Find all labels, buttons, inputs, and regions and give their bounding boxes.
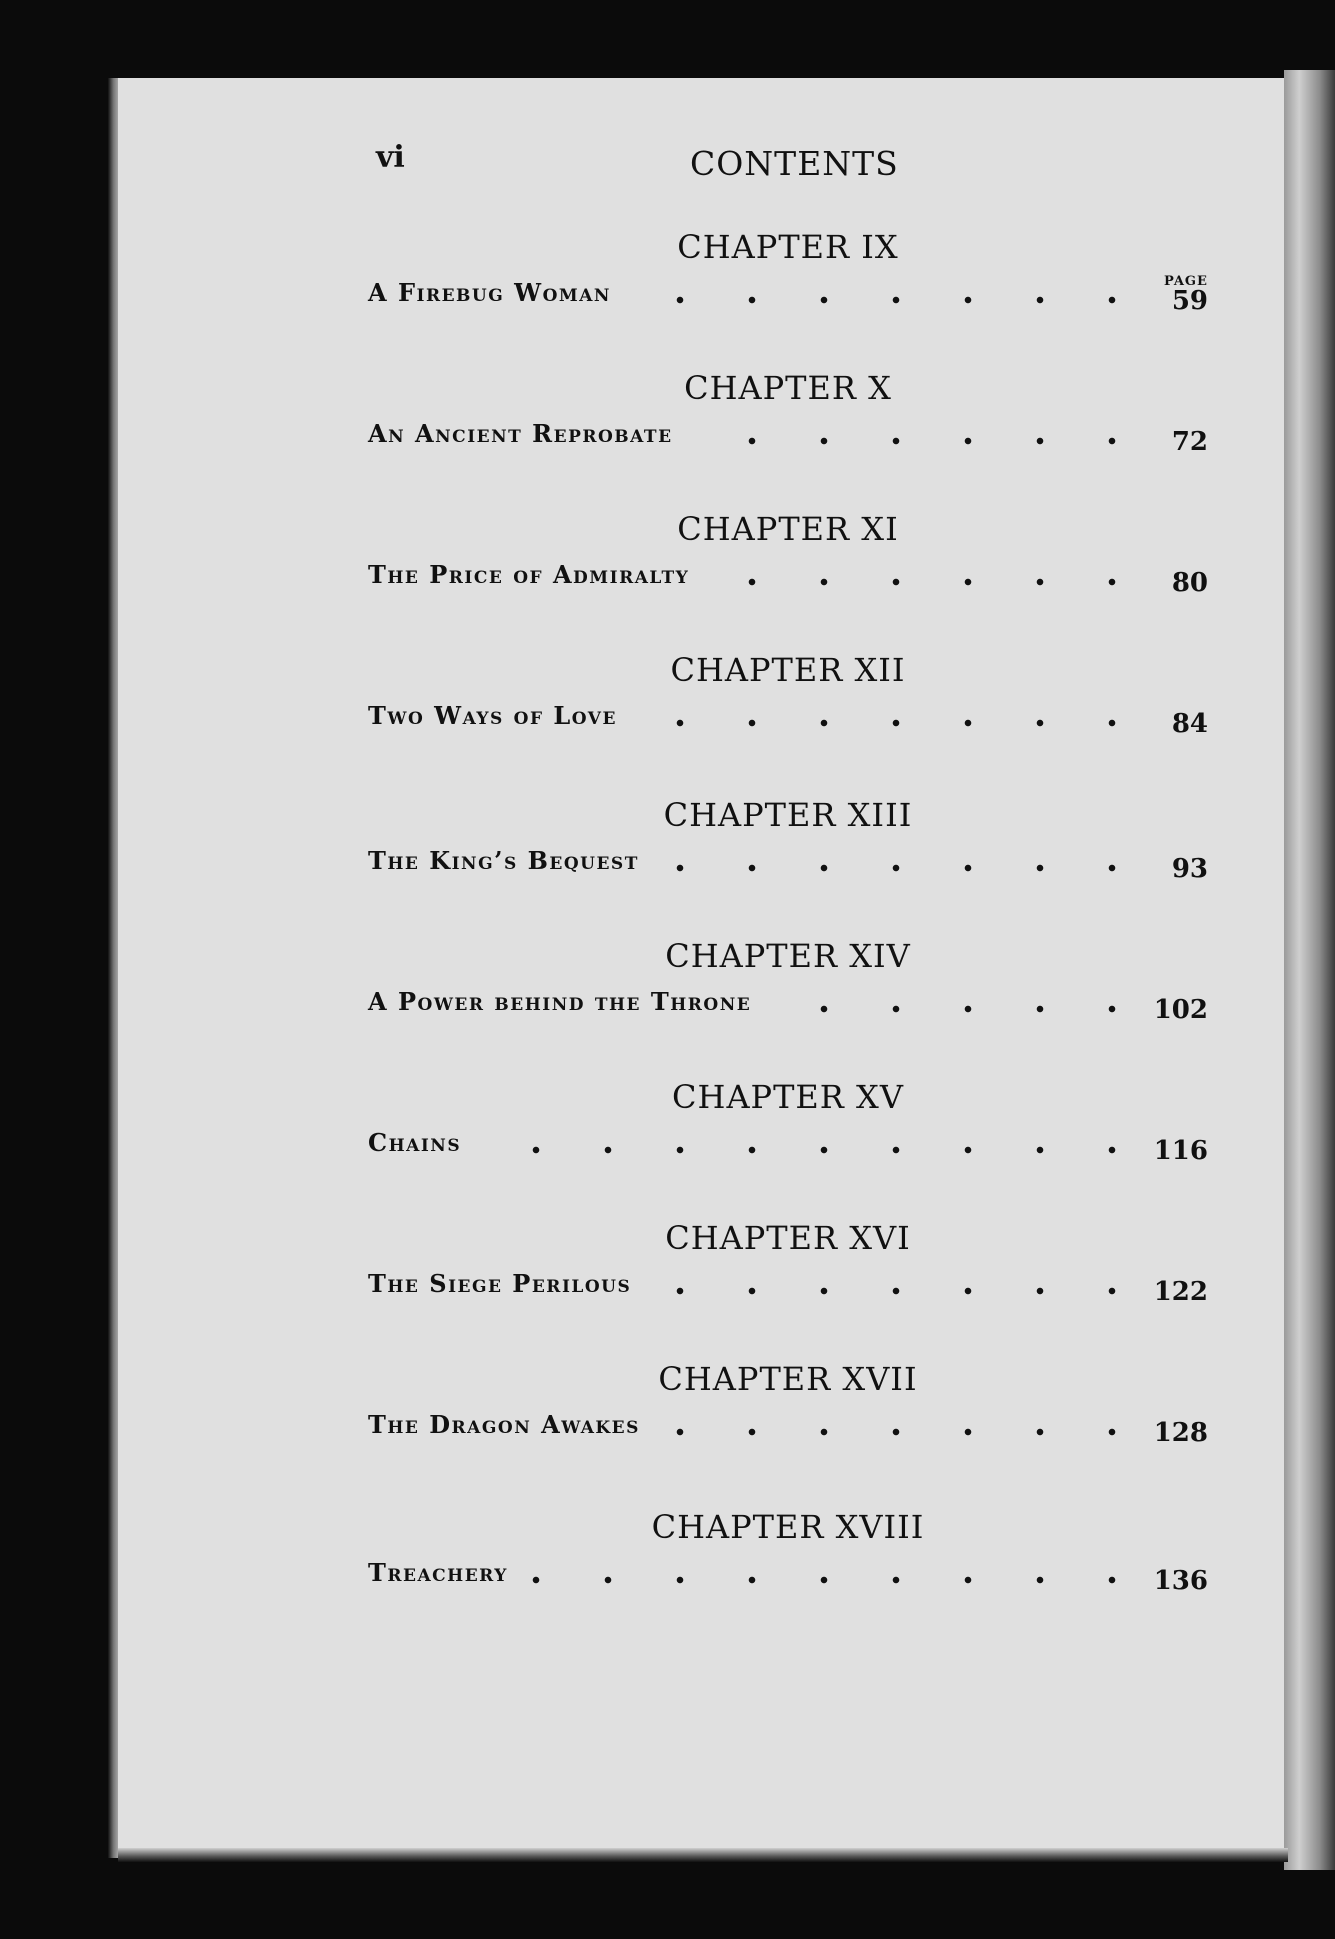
toc-entry — [368, 1219, 1208, 1329]
chapter-title: The Price of Admiralty — [368, 560, 690, 589]
toc-line — [368, 1128, 1208, 1168]
chapter-heading: CHAPTER XVII — [658, 1360, 918, 1398]
chapter-title: A Firebug Woman — [368, 278, 611, 307]
toc-entry — [368, 369, 1208, 479]
page-edge-bottom — [118, 1848, 1288, 1862]
chapter-heading: CHAPTER XVI — [665, 1219, 911, 1257]
dot-leader — [485, 1144, 1148, 1156]
page-number: 59 — [1171, 286, 1208, 316]
page-number: 72 — [1171, 427, 1208, 457]
chapter-heading: CHAPTER XIII — [663, 796, 913, 834]
page-folio: vi — [376, 140, 405, 175]
page-number: 80 — [1171, 568, 1208, 598]
chapter-title: The Siege Perilous — [368, 1269, 632, 1298]
dot-leader — [532, 1574, 1148, 1586]
toc-entry — [368, 796, 1208, 906]
chapter-heading: CHAPTER IX — [677, 228, 899, 266]
toc-line — [368, 1558, 1208, 1598]
chapter-title: The Dragon Awakes — [368, 1410, 640, 1439]
toc-line — [368, 560, 1208, 600]
page-number: 136 — [1153, 1566, 1208, 1596]
toc-line — [368, 1269, 1208, 1309]
page-edge-right — [1284, 70, 1335, 1870]
toc-line — [368, 846, 1208, 886]
running-title: CONTENTS — [690, 144, 899, 183]
dot-leader — [663, 862, 1148, 874]
page-header — [0, 140, 1335, 190]
toc-entry — [368, 651, 1208, 761]
toc-entry — [368, 228, 1208, 338]
dot-leader — [635, 294, 1148, 306]
toc-line — [368, 278, 1208, 318]
dot-leader — [664, 1426, 1148, 1438]
chapter-title: The King’s Bequest — [368, 846, 639, 875]
page-number: 84 — [1171, 709, 1208, 739]
chapter-heading: CHAPTER XIV — [665, 937, 911, 975]
chapter-heading: CHAPTER X — [684, 369, 892, 407]
page-number: 128 — [1153, 1418, 1208, 1448]
page-column-label: PAGE — [1164, 274, 1208, 289]
chapter-heading: CHAPTER XI — [677, 510, 899, 548]
chapter-heading: CHAPTER XV — [672, 1078, 904, 1116]
toc-entry — [368, 1508, 1208, 1618]
chapter-heading: CHAPTER XVIII — [651, 1508, 925, 1546]
page-number: 116 — [1153, 1136, 1208, 1166]
dot-leader — [641, 717, 1148, 729]
dot-leader — [655, 1285, 1148, 1297]
toc-entry — [368, 937, 1208, 1047]
toc-line — [368, 419, 1208, 459]
chapter-title: Treachery — [368, 1558, 508, 1587]
toc-line — [368, 987, 1208, 1027]
toc-line — [368, 1410, 1208, 1450]
chapter-title: Chains — [368, 1128, 462, 1157]
toc-entry — [368, 510, 1208, 620]
toc-entry — [368, 1360, 1208, 1470]
page-number: 122 — [1153, 1277, 1208, 1307]
toc-line — [368, 701, 1208, 741]
chapter-heading: CHAPTER XII — [670, 651, 906, 689]
dot-leader — [775, 1003, 1148, 1015]
toc-entry — [368, 1078, 1208, 1188]
page-number: 93 — [1171, 854, 1208, 884]
chapter-title: Two Ways of Love — [368, 701, 617, 730]
dot-leader — [713, 576, 1148, 588]
page-number: 102 — [1153, 995, 1208, 1025]
dot-leader — [697, 435, 1148, 447]
chapter-title: A Power behind the Throne — [368, 987, 752, 1016]
chapter-title: An Ancient Reprobate — [368, 419, 673, 448]
